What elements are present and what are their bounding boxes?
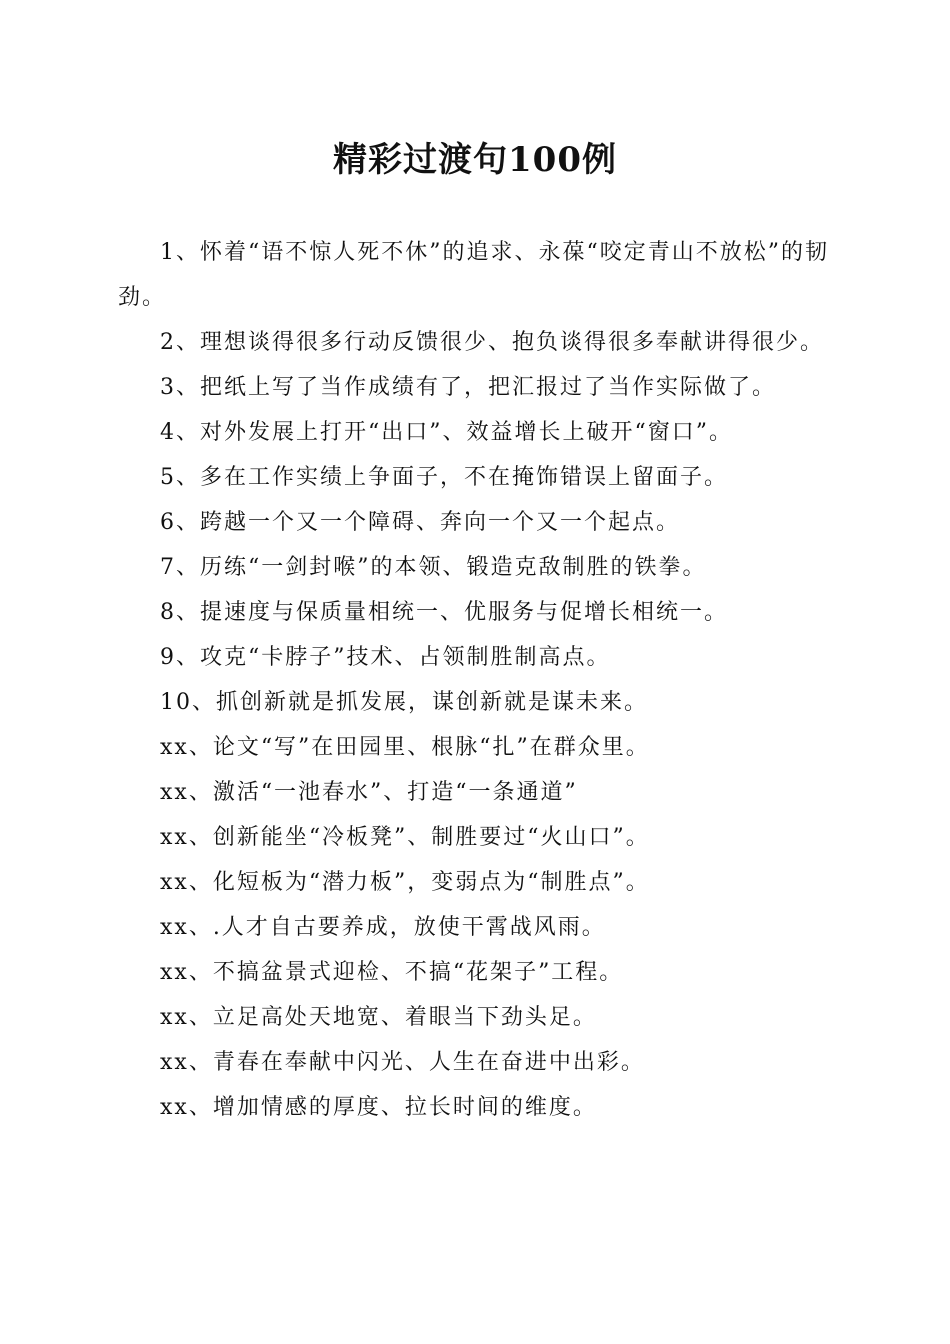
paragraph: 9、攻克“卡脖子”技术、占领制胜制高点。	[160, 645, 611, 670]
paragraph: 5、多在工作实绩上争面子，不在掩饰错误上留面子。	[160, 465, 728, 490]
paragraph: 2、理想谈得很多行动反馈很少、抱负谈得很多奉献讲得很少。	[160, 330, 824, 355]
paragraph: xx、不搞盆景式迎检、不搞“花架子”工程。	[160, 960, 624, 985]
paragraph: 10、抓创新就是抓发展，谋创新就是谋未来。	[160, 690, 648, 715]
paragraph: 6、跨越一个又一个障碍、奔向一个又一个起点。	[160, 510, 680, 535]
paragraph: xx、激活“一池春水”、打造“一条通道”	[160, 780, 578, 805]
paragraph: 4、对外发展上打开“出口”、效益增长上破开“窗口”。	[160, 420, 733, 445]
paragraph: xx、立足高处天地宽、着眼当下劲头足。	[160, 1005, 597, 1030]
paragraph: xx、化短板为“潜力板”，变弱点为“制胜点”。	[160, 870, 650, 895]
document-body	[118, 230, 830, 1130]
paragraph: xx、.人才自古要养成，放使干霄战风雨。	[160, 915, 606, 940]
paragraph: 8、提速度与保质量相统一、优服务与促增长相统一。	[160, 600, 728, 625]
paragraph: xx、增加情感的厚度、拉长时间的维度。	[160, 1095, 597, 1120]
paragraph: xx、青春在奉献中闪光、人生在奋进中出彩。	[160, 1050, 645, 1075]
paragraph: xx、创新能坐“冷板凳”、制胜要过“火山口”。	[160, 825, 650, 850]
paragraph: 7、历练“一剑封喉”的本领、锻造克敌制胜的铁拳。	[160, 555, 707, 580]
paragraph: xx、论文“写”在田园里、根脉“扎”在群众里。	[160, 735, 650, 760]
paragraph: 1、怀着“语不惊人死不休”的追求、永葆“咬定青山不放松”的韧劲。	[118, 240, 829, 310]
paragraph: 3、把纸上写了当作成绩有了，把汇报过了当作实际做了。	[160, 375, 776, 400]
document-title: 精彩过渡句100例	[333, 140, 617, 180]
